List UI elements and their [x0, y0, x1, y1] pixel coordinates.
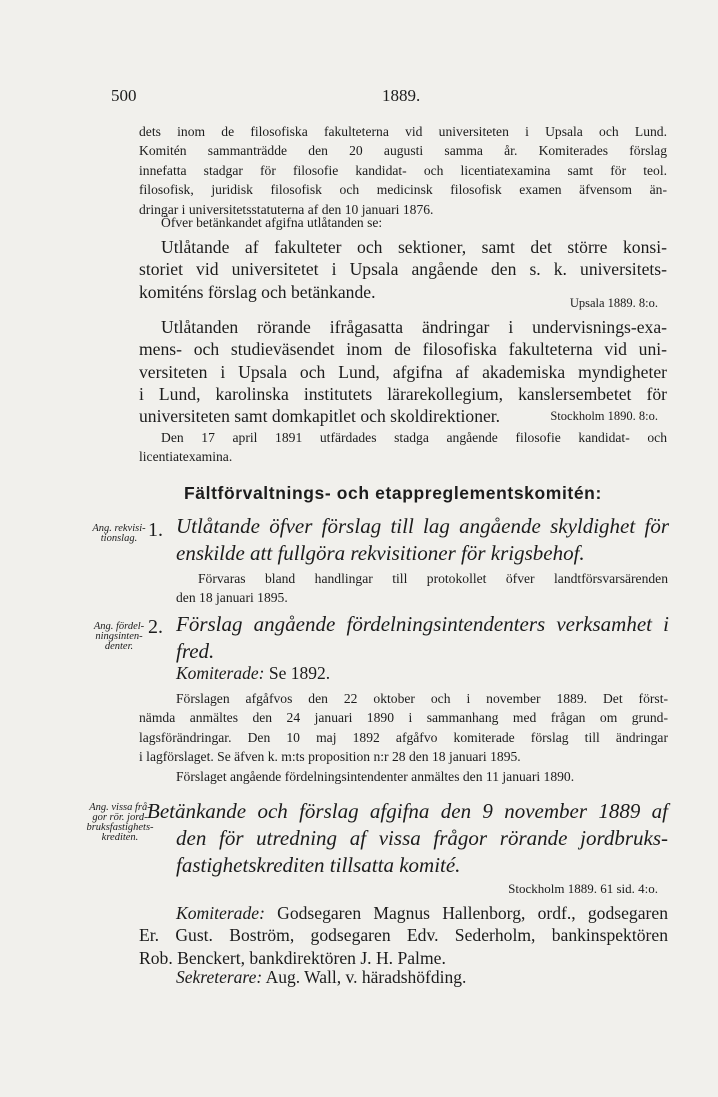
title-line: fred. [176, 639, 215, 663]
margin-line: denter. [104, 641, 134, 652]
text-line: Utlåtande af fakulteter och sektioner, samt det större konsi- [161, 237, 667, 257]
margin-line: Ang. fördel- [93, 621, 145, 632]
page-year: 1889. [382, 86, 421, 105]
place-date-1: Upsala 1889. 8:o. [569, 296, 658, 310]
sekreterare-3 [176, 967, 466, 988]
text-line: dets inom de filosofiska fakulteterna vid universiteten i Upsala och Lund. [139, 124, 667, 139]
intro-paragraph-2: Öfver betänkandet afgifna utlåtanden se: [161, 215, 383, 230]
margin-line: Ang. vissa frå- [89, 802, 151, 813]
entry-title-3 [139, 798, 668, 879]
text-line: Komitén sammanträdde den 20 augusti samma år. Komiterades förslag [139, 143, 667, 159]
text-line: Er. Gust. Boström, godsegaren Edv. Sederholm, bankinspektören [139, 925, 668, 946]
section-heading: Fältförvaltnings- och etappreglementskomitén: [184, 483, 602, 503]
margin-line: Ang. rekvisi- [92, 523, 146, 534]
text-line: universiteten samt domkapitlet och skoldirektioner. [139, 406, 501, 427]
page-number: 500 [111, 86, 137, 105]
komiterade-label: Komiterade: [176, 903, 265, 923]
margin-line: gor rör. jord- [92, 812, 148, 823]
margin-line: krediten. [101, 832, 139, 843]
title-line: Utlåtande öfver förslag till lag angående skyldighet för [176, 514, 669, 538]
margin-note-2 [80, 622, 158, 652]
title-line: Betänkande och förslag afgifna den 9 november 1889 af [147, 799, 668, 823]
sekreterare-value: Aug. Wall, v. häradshöfding. [265, 967, 467, 987]
sekreterare-label: Sekreterare: [176, 967, 263, 987]
title-line: den för utredning af vissa frågor rörande jordbruks- [176, 826, 668, 850]
text-line: Förslagen afgåfvos den 22 oktober och i november 1889. Det först- [176, 691, 668, 706]
entry-title-1 [176, 513, 669, 567]
text-line: storiet vid universitetet i Upsala angående den s. k. universitets- [139, 259, 667, 280]
text-line: dringar i universitetsstatuterna af den 10 januari 1876. [139, 201, 434, 217]
text-line [139, 902, 668, 924]
text-line: lagsförändringar. Den 10 maj 1892 afgåfvo komiterade förslag till ändringar [139, 729, 668, 745]
entry-paragraph-2b: Förslaget angående fördelningsintendenter anmältes den 11 januari 1890. [176, 769, 575, 784]
text-line: Utlåtanden rörande ifrågasatta ändringar i undervisnings-exa- [161, 317, 667, 337]
text-line: versiteten i Upsala och Lund, afgifna af akademiska myndigheter [139, 361, 667, 382]
komiterade-label: Komiterade: [176, 663, 265, 683]
text-line: i Lund, karolinska institutets lärarekollegium, kanslersembetet för [139, 383, 667, 404]
title-line: Förslag angående fördelningsintendenters verksamhet i [176, 612, 669, 636]
komiterade-2 [176, 663, 330, 684]
intro-paragraph-3 [139, 236, 667, 303]
entry-number-2: 2. [148, 616, 163, 638]
title-line: enskilde att fullgöra rekvisitioner för krigsbehof. [176, 541, 585, 565]
komiterade-names: Godsegaren Magnus Hallenborg, ordf., godsegaren [277, 903, 668, 923]
komiterade-3 [139, 902, 668, 969]
margin-note-1 [80, 524, 158, 544]
text-line: nämda anmältes den 24 januari 1890 i sammanhang med frågan om grund- [139, 710, 668, 726]
text-line: licentiatexamina. [139, 449, 233, 465]
entry-paragraph-2 [139, 689, 668, 767]
intro-paragraph-5 [139, 428, 667, 467]
margin-line: bruksfastighets- [86, 822, 154, 833]
entry-number-1: 1. [148, 519, 163, 541]
text-line: mens- och studieväsendet inom de filosofiska fakulteterna vid uni- [139, 339, 667, 360]
intro-paragraph-1 [139, 122, 667, 219]
text-line: Förvaras bland handlingar till protokollet öfver landtförsvarsärenden [198, 571, 668, 586]
text-line: filosofisk, juridisk filosofisk och medicinsk filosofisk examen äfvensom än- [139, 182, 667, 198]
komiterade-value: Se 1892. [268, 663, 331, 683]
title-line: fastighetskrediten tillsatta komité. [176, 853, 461, 877]
entry-title-2 [176, 611, 669, 665]
margin-line: ningsinten- [95, 631, 143, 642]
place-date-3: Stockholm 1889. 61 sid. 4:o. [508, 881, 658, 896]
margin-line: tionslag. [100, 533, 138, 544]
entry-note-1 [176, 569, 668, 608]
text-line: Den 17 april 1891 utfärdades stadga angående filosofie kandidat- och [161, 430, 667, 445]
text-line: i lagförslaget. Se äfven k. m:ts proposition n:r 28 den 18 januari 1895. [139, 749, 521, 765]
text-line: komiténs förslag och betänkande. [139, 281, 376, 302]
text-line: Rob. Benckert, bankdirektören J. H. Palme. [139, 947, 446, 968]
text-line: innefatta stadgar för filosofie kandidat- och licentiatexamina samt för teol. [139, 162, 667, 178]
text-line: den 18 januari 1895. [176, 590, 288, 606]
place-date-2: Stockholm 1890. 8:o. [550, 409, 658, 423]
